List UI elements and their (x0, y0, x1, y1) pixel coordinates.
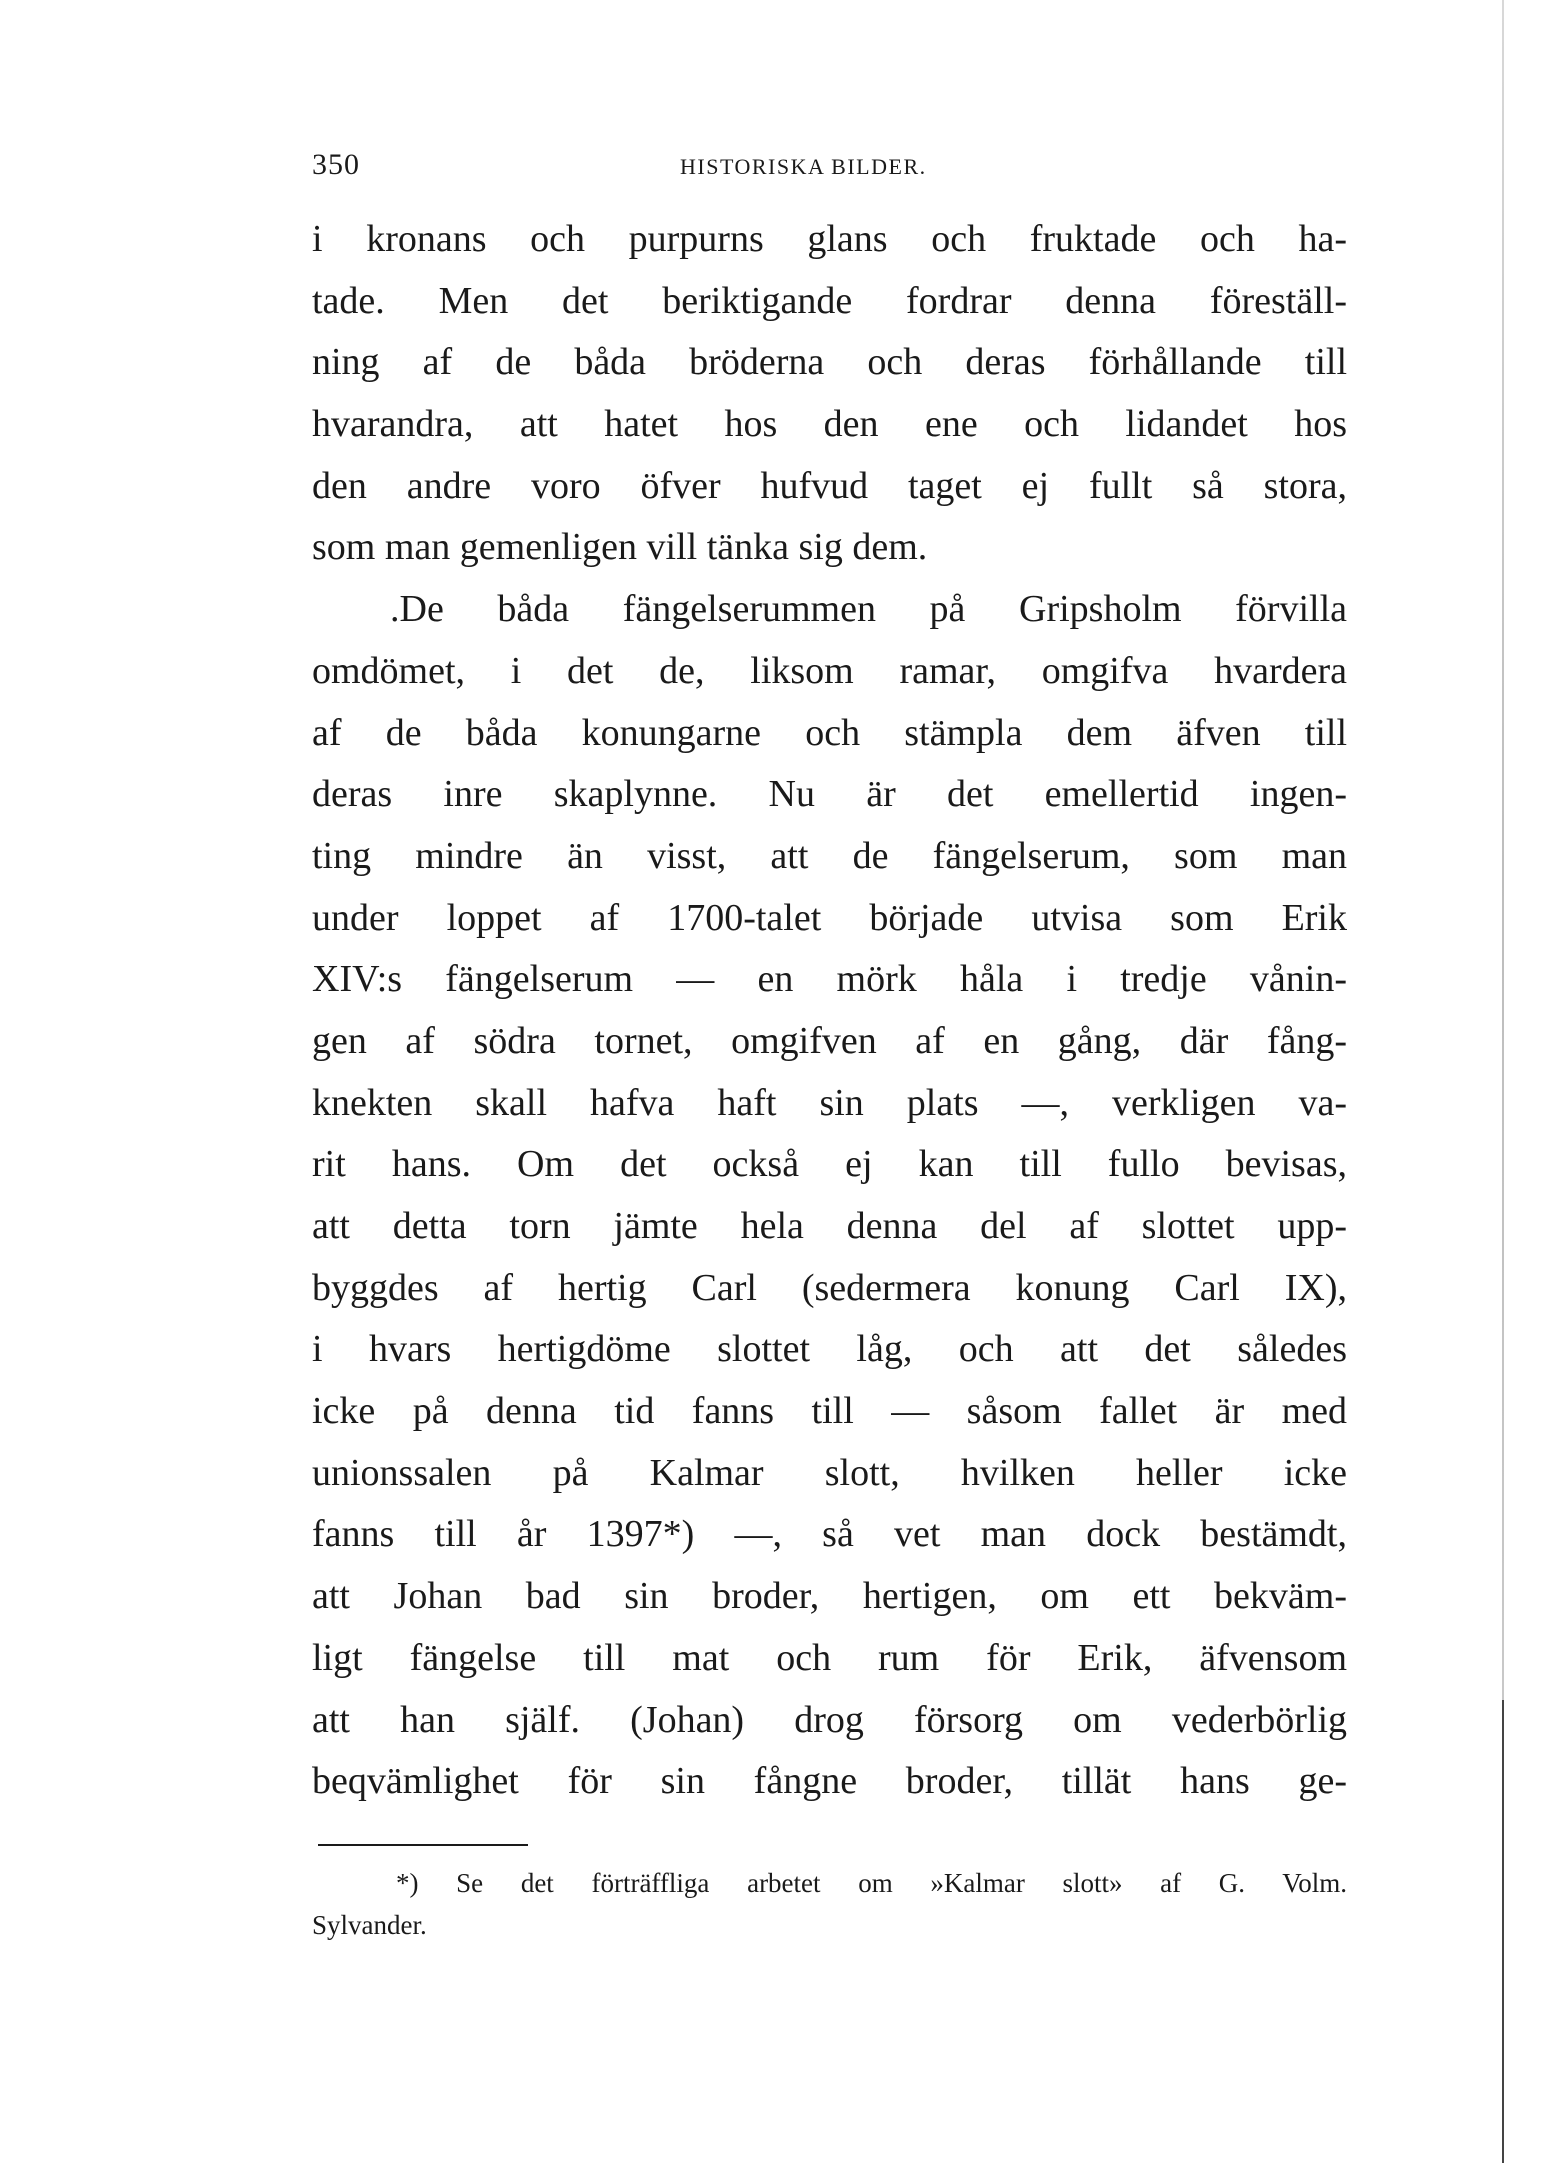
text-line: ting mindre än visst, att de fängelserum, som man (312, 834, 1347, 877)
running-head: HISTORISKA BILDER. (680, 154, 927, 179)
text-line: ning af de båda bröderna och deras förhållande till (312, 341, 1347, 384)
text-line: icke på denna tid fanns till — såsom fallet är med (312, 1390, 1347, 1433)
page-number: 350 (312, 148, 360, 181)
page-edge-shadow (1502, 1700, 1504, 2163)
footnote-line: *) Se det förträffliga arbetet om »Kalmar slott» af G. Volm. (396, 1868, 1347, 1898)
text-line: unionssalen på Kalmar slott, hvilken heller icke (312, 1451, 1347, 1494)
text-line: under loppet af 1700-talet började utvisa som Erik (312, 896, 1347, 939)
text-line: byggdes af hertig Carl (sedermera konung Carl IX), (312, 1266, 1347, 1309)
text-line: att Johan bad sin broder, hertigen, om ett bekväm- (312, 1575, 1347, 1618)
text-line: XIV:s fängelserum — en mörk håla i tredje vånin- (312, 958, 1347, 1001)
text-line: i hvars hertigdöme slottet låg, och att det således (312, 1328, 1347, 1371)
text-line: gen af södra tornet, omgifven af en gång, där fång- (312, 1019, 1347, 1062)
text-line: knekten skall hafva haft sin plats —, verkligen va- (312, 1081, 1347, 1124)
footnote-rule (318, 1844, 528, 1846)
text-line: som man gemenligen vill tänka sig dem. (312, 526, 928, 569)
text-line: att detta torn jämte hela denna del af slottet upp- (312, 1205, 1347, 1247)
text-line: den andre voro öfver hufvud taget ej fullt så stora, (312, 464, 1347, 507)
text-line: hvarandra, att hatet hos den ene och lidandet hos (312, 403, 1347, 446)
body-text (312, 209, 1347, 1813)
text-line: af de båda konungarne och stämpla dem äfven till (312, 711, 1347, 754)
text-line: deras inre skaplynne. Nu är det emellertid ingen- (312, 773, 1347, 816)
text-line: i kronans och purpurns glans och fruktade och ha- (312, 218, 1347, 260)
text-line: .De båda fängelserummen på Gripsholm förvilla (390, 588, 1347, 631)
text-line: att han själf. (Johan) drog försorg om vederbörlig (312, 1698, 1347, 1741)
text-line: fanns till år 1397*) —, så vet man dock bestämdt, (312, 1513, 1347, 1556)
text-line: ligt fängelse till mat och rum för Erik, äfvensom (312, 1636, 1347, 1679)
page-header (312, 148, 1346, 188)
text-line: tade. Men det beriktigande fordrar denna föreställ- (312, 279, 1347, 322)
text-line: beqvämlighet för sin fångne broder, tillät hans ge- (312, 1760, 1347, 1803)
footnote (312, 1862, 1347, 1946)
text-line: omdömet, i det de, liksom ramar, omgifva hvardera (312, 649, 1347, 692)
footnote-line: Sylvander. (312, 1910, 427, 1940)
text-line: rit hans. Om det också ej kan till fullo bevisas, (312, 1143, 1347, 1186)
